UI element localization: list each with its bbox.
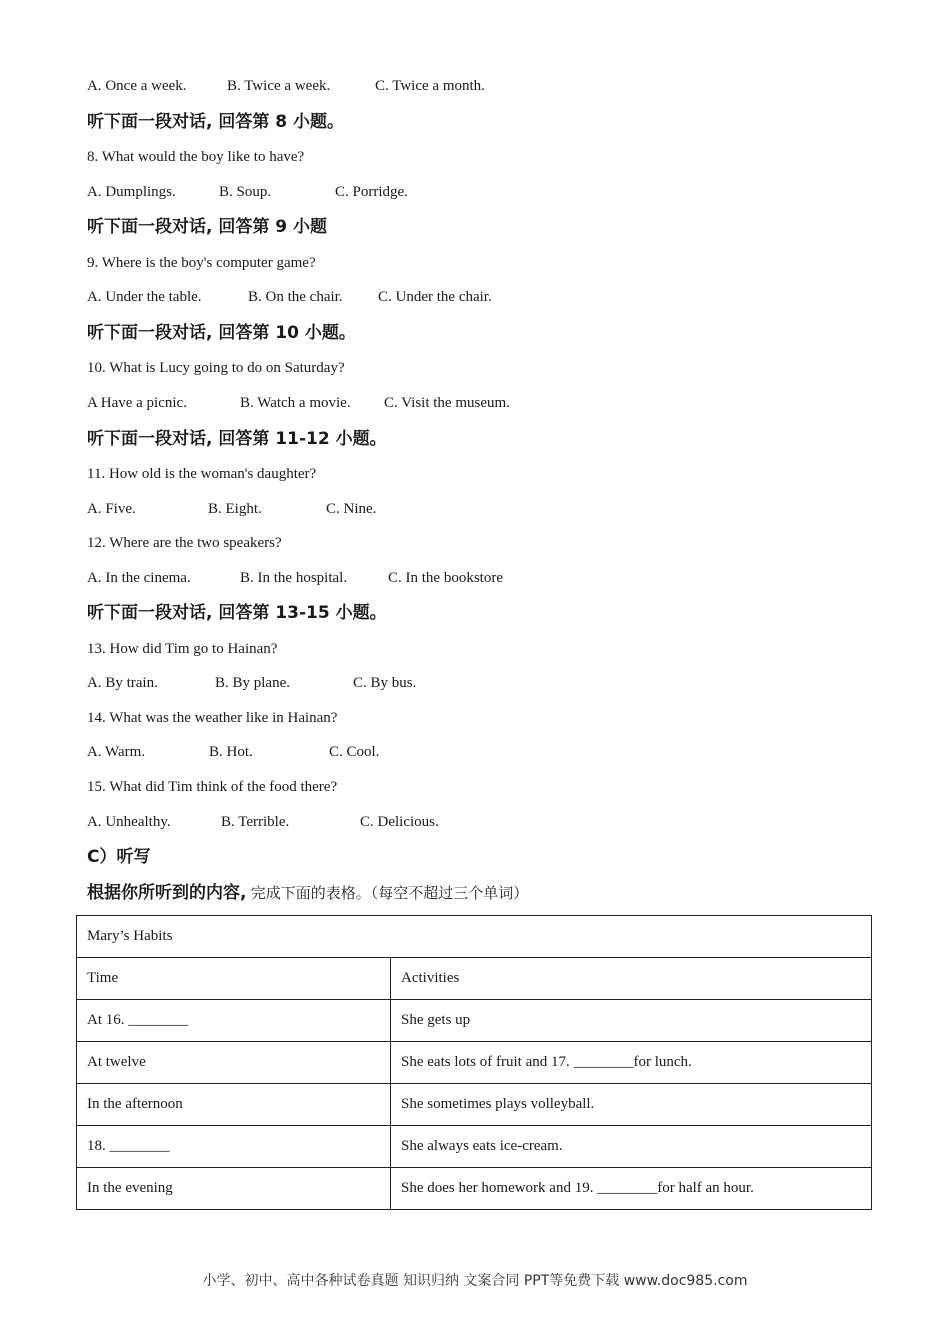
header-time: Time: [77, 958, 391, 1000]
instruction-normal: 完成下面的表格。（每空不超过三个单词）: [250, 884, 529, 902]
q9-option-b: B. On the chair.: [248, 289, 343, 305]
q14-option-b: B. Hot.: [209, 744, 253, 760]
q10-option-a: A Have a picnic.: [87, 395, 187, 411]
heading-q8: 听下面一段对话, 回答第 8 小题。: [87, 112, 345, 132]
q9-options: [87, 287, 847, 307]
section-c-instruction: [87, 882, 528, 904]
q15-option-c: C. Delicious.: [360, 814, 439, 830]
table-title-row: [77, 916, 872, 958]
table-row: [77, 1084, 872, 1126]
q14-question: 14. What was the weather like in Hainan?: [87, 710, 338, 726]
q15-option-a: A. Unhealthy.: [87, 814, 171, 830]
q10-options: [87, 393, 847, 413]
q10-option-b: B. Watch a movie.: [240, 395, 351, 411]
activity-cell: She sometimes plays volleyball.: [391, 1084, 872, 1126]
q14-options: [87, 742, 847, 762]
time-cell: In the evening: [77, 1168, 391, 1210]
time-cell: 18. ________: [77, 1126, 391, 1168]
q13-question: 13. How did Tim go to Hainan?: [87, 641, 278, 657]
q11-option-c: C. Nine.: [326, 501, 377, 517]
habits-table: [76, 915, 872, 1210]
q13-options: [87, 673, 847, 693]
q13-option-c: C. By bus.: [353, 675, 417, 691]
q7-option-b: B. Twice a week.: [227, 78, 331, 94]
heading-q13-15: 听下面一段对话, 回答第 13-15 小题。: [87, 603, 387, 623]
table-header-row: [77, 958, 872, 1000]
header-activities: Activities: [391, 958, 872, 1000]
activity-cell: She always eats ice-cream.: [391, 1126, 872, 1168]
q9-option-c: C. Under the chair.: [378, 289, 492, 305]
q11-options: [87, 499, 847, 519]
q8-option-c: C. Porridge.: [335, 184, 408, 200]
heading-q10: 听下面一段对话, 回答第 10 小题。: [87, 323, 356, 343]
q11-option-b: B. Eight.: [208, 501, 262, 517]
q8-question: 8. What would the boy like to have?: [87, 149, 305, 165]
q9-option-a: A. Under the table.: [87, 289, 202, 305]
q14-option-c: C. Cool.: [329, 744, 380, 760]
q12-options: [87, 568, 847, 588]
table-row: [77, 1168, 872, 1210]
q15-options: [87, 812, 847, 832]
q15-question: 15. What did Tim think of the food there?: [87, 779, 338, 795]
section-c-title: C）听写: [87, 847, 151, 867]
q9-question: 9. Where is the boy's computer game?: [87, 255, 316, 271]
q13-option-b: B. By plane.: [215, 675, 290, 691]
heading-q9: 听下面一段对话, 回答第 9 小题: [87, 217, 328, 237]
q8-option-a: A. Dumplings.: [87, 184, 176, 200]
q12-option-b: B. In the hospital.: [240, 570, 348, 586]
q7-option-a: A. Once a week.: [87, 78, 187, 94]
q7-option-c: C. Twice a month.: [375, 78, 485, 94]
activity-cell: She eats lots of fruit and 17. ________for lunch.: [391, 1042, 872, 1084]
q13-option-a: A. By train.: [87, 675, 158, 691]
activity-cell: She gets up: [391, 1000, 872, 1042]
q15-option-b: B. Terrible.: [221, 814, 290, 830]
q12-question: 12. Where are the two speakers?: [87, 535, 282, 551]
time-cell: At twelve: [77, 1042, 391, 1084]
page-footer: 小学、初中、高中各种试卷真题 知识归纳 文案合同 PPT等免费下载 www.doc985.com: [202, 1273, 748, 1289]
q12-option-c: C. In the bookstore: [388, 570, 503, 586]
q14-option-a: A. Warm.: [87, 744, 146, 760]
table-title: Mary’s Habits: [77, 916, 872, 958]
time-cell: At 16. ________: [77, 1000, 391, 1042]
q8-options: [87, 182, 847, 202]
q7-options: [87, 76, 847, 96]
time-cell: In the afternoon: [77, 1084, 391, 1126]
instruction-bold: 根据你所听到的内容,: [87, 883, 247, 903]
heading-q11-12: 听下面一段对话, 回答第 11-12 小题。: [87, 429, 387, 449]
q10-option-c: C. Visit the museum.: [384, 395, 510, 411]
activity-cell: She does her homework and 19. ________for half an hour.: [391, 1168, 872, 1210]
q8-option-b: B. Soup.: [219, 184, 272, 200]
table-row: [77, 1000, 872, 1042]
table-row: [77, 1042, 872, 1084]
table-row: [77, 1126, 872, 1168]
q10-question: 10. What is Lucy going to do on Saturday?: [87, 360, 345, 376]
q11-question: 11. How old is the woman's daughter?: [87, 466, 317, 482]
q11-option-a: A. Five.: [87, 501, 136, 517]
q12-option-a: A. In the cinema.: [87, 570, 191, 586]
